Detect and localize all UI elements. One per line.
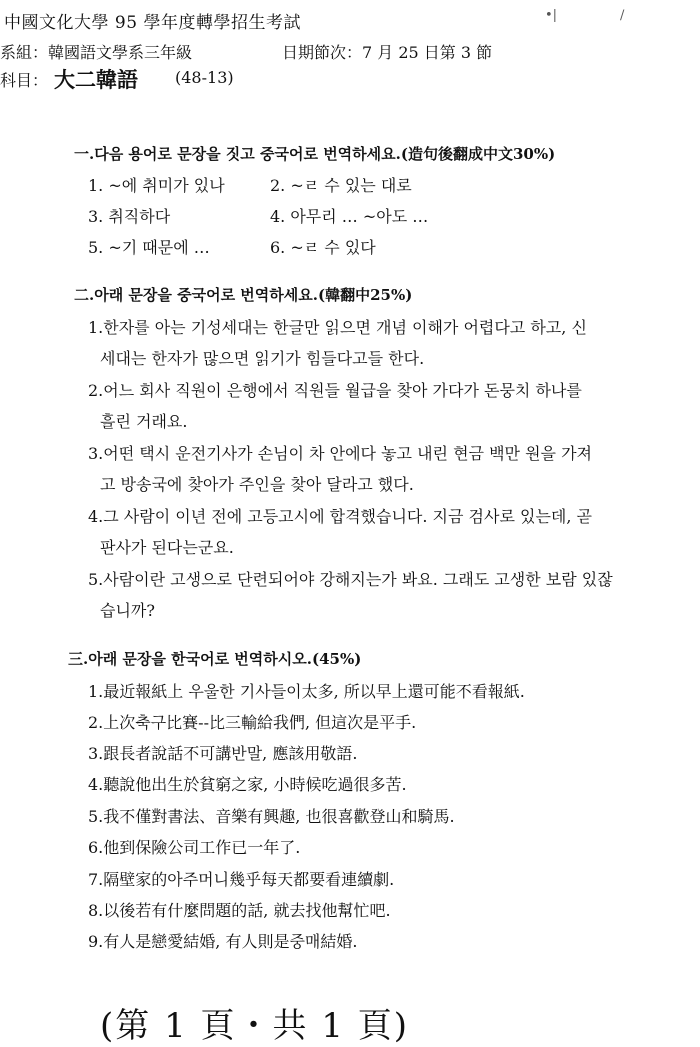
- section3-item: 9.有人是戀愛結婚, 有人則是중매結婚.: [88, 932, 358, 951]
- corner-mark-left: •|: [545, 8, 558, 23]
- page-number: (第 1 頁・共 1 頁): [100, 1006, 410, 1046]
- section3-item: 8.以後若有什麼問題的話, 就去找他幫忙吧.: [88, 901, 391, 920]
- section1-item: 4. 아무리 … ~아도 …: [270, 207, 429, 226]
- section3-item: 3.跟長者說話不可講반말, 應該用敬語.: [88, 744, 358, 763]
- section2-line: 고 방송국에 찾아가 주인을 찾아 달라고 했다.: [100, 475, 414, 494]
- section3-item: 5.我不僅對書法、音樂有興趣, 也很喜歡登山和騎馬.: [88, 807, 455, 826]
- section3-item: 7.隔壁家的아주머니幾乎每天都要看連續劇.: [88, 870, 395, 889]
- section2-line: 흘린 거래요.: [100, 412, 188, 431]
- section2-line: 2.어느 회사 직원이 은행에서 직원들 월급을 찾아 가다가 돈뭉치 하나를: [88, 381, 582, 400]
- section2-line: 3.어떤 택시 운전기사가 손님이 차 안에다 놓고 내린 현금 백만 원을 가져: [88, 444, 592, 463]
- section2-line: 습니까?: [100, 601, 155, 620]
- schedule-line: 日期節次：7 月 25 日第 3 節: [282, 43, 493, 62]
- department-line: 系組：韓國語文學系三年級: [0, 43, 193, 62]
- section2-heading: 二.아래 문장을 중국어로 번역하세요.(韓翻中25%): [74, 286, 413, 304]
- section3-item: 4.聽說他出生於貧窮之家, 小時候吃過很多苦.: [88, 775, 407, 794]
- section2-line: 세대는 한자가 많으면 읽기가 힘들다고들 한다.: [100, 349, 425, 368]
- subject-label: 科目：: [0, 71, 49, 90]
- subject-name: 大二韓語: [54, 67, 138, 92]
- section2-line: 판사가 된다는군요.: [100, 538, 234, 557]
- section1-heading: 一.다음 용어로 문장을 짓고 중국어로 번역하세요.(造句後翻成中文30%): [74, 145, 556, 163]
- section1-item: 1. ~에 취미가 있나: [88, 176, 225, 195]
- section2-line: 1.한자를 아는 기성세대는 한글만 읽으면 개념 이해가 어렵다고 하고, 신: [88, 318, 587, 337]
- section3-heading: 三.아래 문장을 한국어로 번역하시오.(45%): [68, 650, 362, 668]
- subject-code: (48-13): [175, 68, 234, 87]
- section2-line: 5.사람이란 고생으로 단련되어야 강해지는가 봐요. 그래도 고생한 보람 있잖: [88, 570, 613, 589]
- section2-line: 4.그 사람이 이년 전에 고등고시에 합격했습니다. 지금 검사로 있는데, 곧: [88, 507, 592, 526]
- section3-item: 6.他到保險公司工作已一年了.: [88, 838, 301, 857]
- section1-item: 2. ~ㄹ 수 있는 대로: [270, 176, 412, 195]
- exam-title: 中國文化大學 95 學年度轉學招生考試: [4, 13, 301, 33]
- corner-mark-right: /: [620, 8, 625, 23]
- section3-item: 2.上次축구比賽--比三輸給我們, 但這次是平手.: [88, 713, 417, 732]
- section1-item: 3. 취직하다: [88, 207, 171, 226]
- section3-item: 1.最近報紙上 우울한 기사들이太多, 所以早上還可能不看報紙.: [88, 682, 525, 701]
- section1-item: 6. ~ㄹ 수 있다: [270, 238, 376, 257]
- section1-item: 5. ~기 때문에 …: [88, 238, 210, 257]
